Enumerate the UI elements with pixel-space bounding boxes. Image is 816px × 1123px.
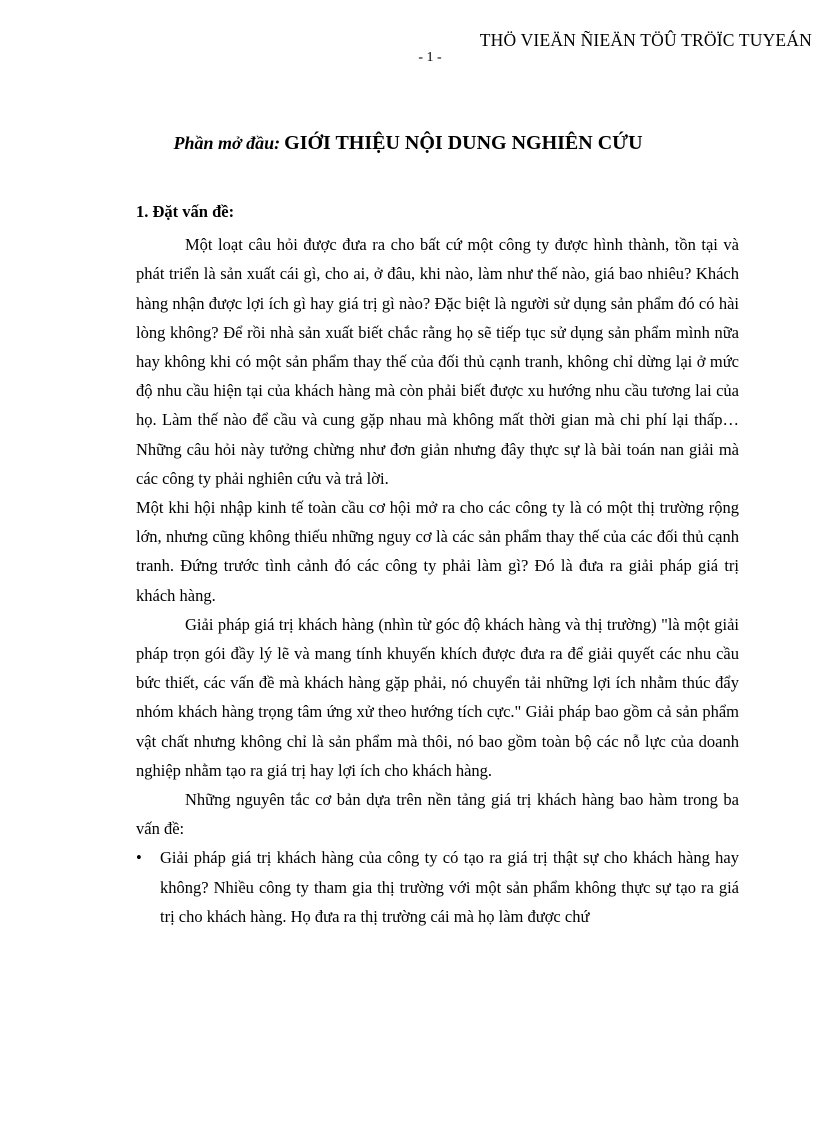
paragraph-1: Một loạt câu hỏi được đưa ra cho bất cứ một công ty được hình thành, tồn tại và phát triển là sản xuất cái gì, cho ai, ở đâu, khi nào, làm như thế nào, giá bao nhiêu? Khách hàng nhận được lợi ích gì hay giá trị gì nào? Đặc biệt là người sử dụng sản phẩm đó có hài lòng không? Để rồi nhà sản xuất biết chắc rằng họ sẽ tiếp tục sử dụng sản phẩm mình nữa hay không khi có một sản phẩm thay thế của đối thủ cạnh tranh, không chỉ dừng lại ở mức độ nhu cầu hiện tại của khách hàng mà còn phải biết được xu hướng nhu cầu tương lai của họ. Làm thế nào để cầu và cung gặp nhau mà không mất thời gian mà chi phí lại thấp…Những câu hỏi này tưởng chừng như đơn giản nhưng đây thực sự là bài toán nan giải mà các công ty phải nghiên cứu và trả lời. [136,235,739,488]
bullet-list [136,843,739,931]
title-prefix: Phần mở đầu: [173,133,281,153]
paragraph-4: Những nguyên tắc cơ bản dựa trên nền tảng giá trị khách hàng bao hàm trong ba vấn đề: [136,790,739,839]
document-title [0,132,816,155]
document-body [136,197,739,931]
header-watermark: THÖ VIEÄN ÑIEÄN TÖÛ TRÖÏC TUYEÁN [479,30,812,50]
page-number: - 1 - [418,50,442,65]
title-main: GIỚI THIỆU NỘI DUNG NGHIÊN CỨU [284,132,643,154]
paragraph-2: Một khi hội nhập kinh tế toàn cầu cơ hội mở ra cho các công ty là có một thị trường rộng lớn, nhưng cũng không thiếu những nguy cơ là các sản phẩm thay thế của các đối thủ cạnh tranh. Đứng trước tình cảnh đó các công ty phải làm gì? Đó là đưa ra giải pháp giá trị khách hàng. [136,498,739,605]
paragraph-3: Giải pháp giá trị khách hàng (nhìn từ góc độ khách hàng và thị trường) "là một giải pháp trọn gói đầy lý lẽ và mang tính khuyến khích được đưa ra để giải quyết các nhu cầu bức thiết, các vấn đề mà khách hàng gặp phải, nó chuyển tải những lợi ích nhằm thúc đẩy nhóm khách hàng trọng tâm ứng xử theo hướng tích cực." Giải pháp bao gồm cả sản phẩm vật chất nhưng không chỉ là sản phẩm mà thôi, nó bao gồm toàn bộ các nỗ lực của doanh nghiệp nhằm tạo ra giá trị hay lợi ích cho khách hàng. [136,614,739,780]
bullet-item-1: • Giải pháp giá trị khách hàng của công ty có tạo ra giá trị thật sự cho khách hàng hay không? Nhiều công ty tham gia thị trường với một sản phẩm không thực sự tạo ra giá trị cho khách hàng. Họ đưa ra thị trường cái mà họ làm được chứ [136,843,739,931]
section-heading: 1. Đặt vấn đề: [136,202,235,221]
